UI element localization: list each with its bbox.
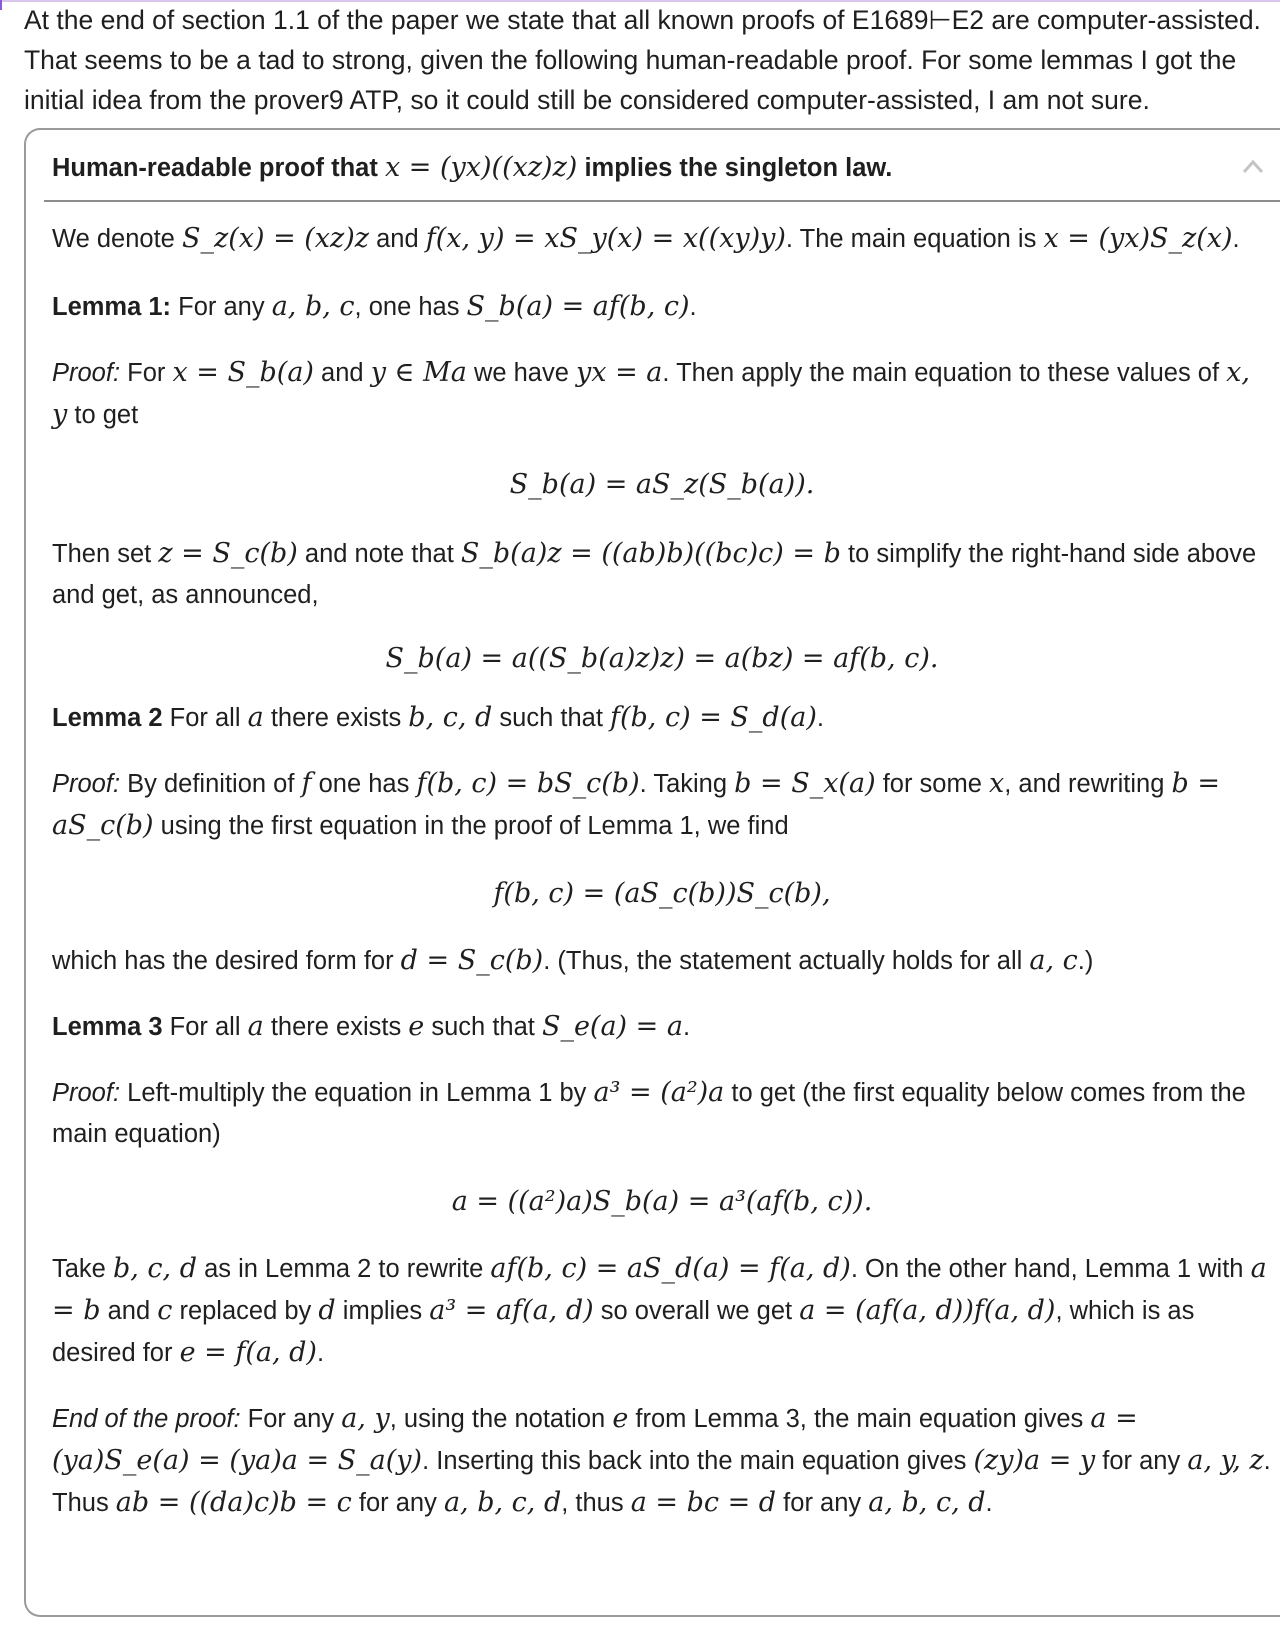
math: a = b bbox=[52, 1253, 1267, 1326]
display-equation: S_b(a) = a((S_b(a)z)z) = a(bz) = af(b, c). bbox=[385, 643, 939, 674]
text: and bbox=[376, 225, 419, 253]
math: b = aS_c(b) bbox=[52, 768, 1220, 841]
math: a, b, c bbox=[271, 291, 355, 322]
text: and note that bbox=[304, 540, 454, 568]
text: . On the other hand, Lemma 1 with bbox=[850, 1255, 1244, 1283]
text: . bbox=[985, 1489, 993, 1517]
math: f bbox=[301, 768, 312, 799]
text: which has the desired form for bbox=[52, 947, 394, 975]
text: . Taking bbox=[639, 770, 728, 798]
math: (zy)a = y bbox=[973, 1445, 1096, 1476]
text: implies bbox=[342, 1297, 423, 1325]
math: d bbox=[318, 1295, 336, 1326]
math: z = S_c(b) bbox=[158, 538, 298, 569]
proof-label: Proof: bbox=[52, 1079, 121, 1107]
lemma2-statement bbox=[52, 697, 1272, 739]
text: from Lemma 3, the main equation gives bbox=[635, 1405, 1084, 1433]
math: e bbox=[612, 1403, 629, 1434]
text: there exists bbox=[270, 1013, 402, 1041]
text: , and rewriting bbox=[1004, 770, 1165, 798]
text: We denote bbox=[52, 225, 175, 253]
math: y ∈ Ma bbox=[370, 357, 467, 388]
math: b, c, d bbox=[408, 702, 493, 733]
text: . Then apply the main equation to these values of bbox=[662, 359, 1220, 387]
text: For bbox=[127, 359, 166, 387]
math: S_b(a)z = ((ab)b)((bc)c) = b bbox=[460, 538, 841, 569]
proof-label: End of the proof: bbox=[52, 1405, 241, 1433]
proof1-paragraph bbox=[52, 352, 1272, 436]
text: to get (the first equality below comes from the main equation) bbox=[52, 1079, 1246, 1148]
card-title-b: implies the singleton law. bbox=[584, 154, 893, 182]
text: For any bbox=[247, 1405, 335, 1433]
text: For any bbox=[178, 293, 265, 321]
text: for any bbox=[783, 1489, 862, 1517]
text: for any bbox=[1102, 1447, 1181, 1475]
text: for some bbox=[882, 770, 982, 798]
text: For all bbox=[169, 704, 241, 732]
math: af(b, c) = aS_d(a) = f(a, d) bbox=[490, 1253, 851, 1284]
card-title-a: Human-readable proof that bbox=[52, 154, 378, 182]
text: For all bbox=[169, 1013, 241, 1041]
math: ab = ((da)c)b = c bbox=[115, 1487, 352, 1518]
math: x, y bbox=[52, 357, 1250, 430]
math: a, c bbox=[1029, 945, 1078, 976]
display-equation: a = ((a²)a)S_b(a) = a³(af(b, c)). bbox=[451, 1186, 873, 1217]
proof-card bbox=[24, 128, 1280, 1617]
text: . Inserting this back into the main equation gives bbox=[422, 1447, 967, 1475]
text: to get bbox=[74, 401, 139, 429]
display-equation: f(b, c) = (aS_c(b))S_c(b), bbox=[493, 878, 831, 909]
math: a³ = af(a, d) bbox=[429, 1295, 594, 1326]
proof-card-header[interactable] bbox=[52, 140, 1232, 196]
math: d = S_c(b) bbox=[400, 945, 544, 976]
math: a, b, c, d bbox=[443, 1487, 562, 1518]
math: f(b, c) = S_d(a) bbox=[610, 702, 817, 733]
header-divider bbox=[44, 200, 1280, 202]
proof-label: Proof: bbox=[52, 770, 121, 798]
math: b, c, d bbox=[112, 1253, 197, 1284]
math: a bbox=[247, 702, 264, 733]
math: b = S_x(a) bbox=[734, 768, 876, 799]
text: . Thus bbox=[52, 1447, 1271, 1517]
lemma-label: Lemma 1: bbox=[52, 293, 172, 321]
lemma-label: Lemma 3 bbox=[52, 1013, 163, 1041]
text: . (Thus, the statement actually holds for all bbox=[543, 947, 1023, 975]
math: a bbox=[247, 1011, 264, 1042]
math: x = (yx)S_z(x) bbox=[1043, 223, 1233, 254]
proof1-continued bbox=[52, 533, 1272, 616]
text: replaced by bbox=[179, 1297, 312, 1325]
math: a = (af(a, d))f(a, d) bbox=[799, 1295, 1056, 1326]
text: . bbox=[316, 1339, 325, 1367]
math: f(b, c) = bS_c(b) bbox=[416, 768, 640, 799]
card-title-math: x = (yx)((xz)z) bbox=[384, 152, 578, 183]
text: , thus bbox=[561, 1489, 624, 1517]
text: such that bbox=[431, 1013, 535, 1041]
proof-label: Proof: bbox=[52, 359, 121, 387]
proof2-paragraph bbox=[52, 763, 1272, 847]
text: , one has bbox=[354, 293, 460, 321]
text: using the first equation in the proof of Lemma 1, we find bbox=[160, 812, 789, 840]
text: .) bbox=[1077, 947, 1094, 975]
definitions-paragraph bbox=[52, 218, 1272, 260]
text: one has bbox=[318, 770, 410, 798]
text: to simplify the right-hand side above and get, as announced, bbox=[52, 540, 1257, 609]
math: c bbox=[157, 1295, 173, 1326]
proof3-continued bbox=[52, 1248, 1272, 1374]
text: there exists bbox=[270, 704, 402, 732]
intro-paragraph: At the end of section 1.1 of the paper we state that all known proofs of E1689⊢E2 are computer-assisted. That seems to be a tad to strong, given the following human-readable proof. For some lemmas I got the initial idea from the prover9 ATP, so it could still be considered computer-assisted, I am not sure. bbox=[24, 5, 1261, 115]
math: S_z(x) = (xz)z bbox=[181, 223, 370, 254]
math: a = bc = d bbox=[630, 1487, 777, 1518]
text: . bbox=[689, 293, 697, 321]
text: By definition of bbox=[127, 770, 295, 798]
text: and bbox=[321, 359, 364, 387]
math: S_b(a) = af(b, c) bbox=[466, 291, 690, 322]
text: Then set bbox=[52, 540, 152, 568]
text: . bbox=[1232, 225, 1240, 253]
text: . bbox=[682, 1013, 691, 1041]
proof3-paragraph bbox=[52, 1072, 1272, 1155]
text: Take bbox=[52, 1255, 106, 1283]
text: . The main equation is bbox=[785, 225, 1037, 253]
proof-body bbox=[52, 208, 1272, 1524]
left-accent-mark bbox=[0, 0, 2, 10]
math: e bbox=[408, 1011, 425, 1042]
math: x = S_b(a) bbox=[172, 357, 314, 388]
math: a, b, c, d bbox=[868, 1487, 986, 1518]
math: x bbox=[989, 768, 1005, 799]
text: we have bbox=[473, 359, 569, 387]
text: such that bbox=[499, 704, 603, 732]
text: and bbox=[107, 1297, 151, 1325]
lemma1-statement bbox=[52, 286, 1272, 328]
end-of-proof-paragraph bbox=[52, 1398, 1272, 1524]
math: a, y, z bbox=[1187, 1445, 1264, 1476]
math: yx = a bbox=[576, 357, 663, 388]
text: for any bbox=[358, 1489, 437, 1517]
display-equation: S_b(a) = aS_z(S_b(a)). bbox=[509, 469, 815, 500]
text: , which is as desired for bbox=[52, 1297, 1195, 1367]
lemma-label: Lemma 2 bbox=[52, 704, 163, 732]
math: a³ = (a²)a bbox=[593, 1077, 725, 1108]
math: a, y bbox=[341, 1403, 390, 1434]
math: e = f(a, d) bbox=[179, 1337, 317, 1368]
math: a = (ya)S_e(a) = (ya)a = S_a(y) bbox=[52, 1403, 1138, 1476]
text: Left-multiply the equation in Lemma 1 by bbox=[127, 1079, 587, 1107]
math: f(x, y) = xS_y(x) = x((xy)y) bbox=[425, 223, 786, 254]
text: . bbox=[816, 704, 824, 732]
text: so overall we get bbox=[600, 1297, 793, 1325]
text: , using the notation bbox=[389, 1405, 606, 1433]
math: S_e(a) = a bbox=[541, 1011, 683, 1042]
proof2-continued bbox=[52, 940, 1272, 982]
chevron-up-icon[interactable] bbox=[1242, 156, 1264, 178]
text: as in Lemma 2 to rewrite bbox=[204, 1255, 484, 1283]
lemma3-statement bbox=[52, 1006, 1272, 1048]
